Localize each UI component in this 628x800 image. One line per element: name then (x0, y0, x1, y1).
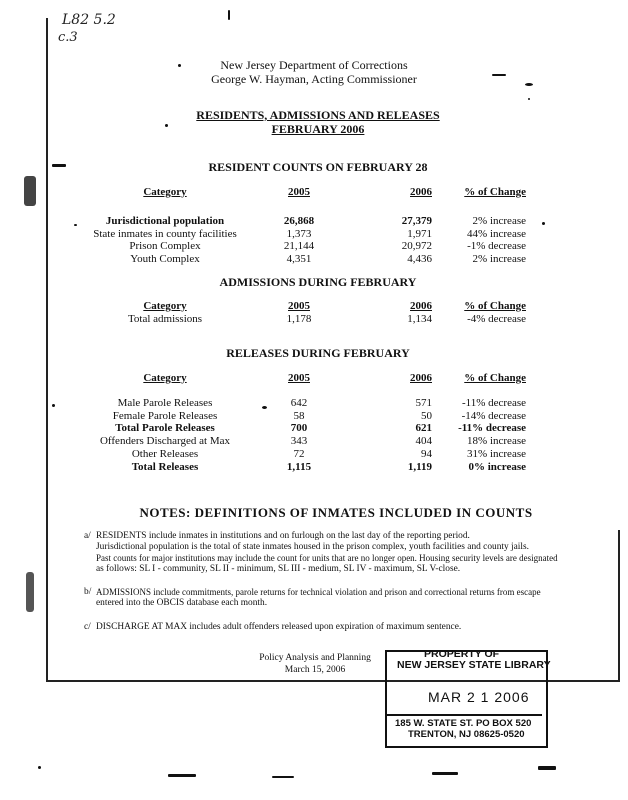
table-row (90, 448, 526, 461)
row-change: 2% increase (472, 253, 526, 266)
table-row (90, 228, 526, 241)
row-2005-value: 4,351 (286, 253, 312, 266)
spacer-row (90, 385, 526, 397)
row-2005-value: 1,178 (286, 312, 312, 325)
scan-speck (165, 124, 168, 127)
row-category: Other Releases (131, 447, 199, 460)
row-change: 2% increase (472, 214, 526, 227)
column-header-category: Category (143, 186, 187, 198)
row-2006-value: 4,436 (407, 253, 432, 266)
stamp-address-line1: 185 W. STATE ST. PO BOX 520 (395, 718, 532, 729)
scan-speck (52, 404, 55, 407)
report-period: FEBRUARY 2006 (271, 122, 365, 136)
column-header-change: % of Change (464, 300, 526, 312)
column-header-category: Category (143, 372, 187, 384)
row-category: Female Parole Releases (112, 409, 218, 422)
row-2006-value: 571 (415, 396, 432, 409)
row-2006-value: 94 (421, 447, 432, 460)
row-2006-value: 1,134 (407, 312, 432, 325)
row-2006-value: 27,379 (401, 214, 432, 227)
table-row (90, 435, 526, 448)
row-change: -14% decrease (461, 409, 526, 422)
row-2006-value: 50 (421, 409, 432, 422)
notes-title: NOTES: DEFINITIONS OF INMATES INCLUDED IN COUNTS (139, 505, 533, 520)
row-2005-value: 58 (293, 409, 305, 422)
row-category: State inmates in county facilities (93, 227, 237, 240)
row-2005-value: 1,115 (286, 460, 312, 473)
note-a-line: Past counts for major institutions may include the count for units that are no longer open. Housing security levels are designated (96, 553, 558, 563)
column-header-2006: 2006 (410, 372, 432, 384)
row-change: 0% increase (468, 460, 526, 473)
scan-speck (38, 766, 41, 769)
stamp-library-name: NEW JERSEY STATE LIBRARY (397, 659, 551, 671)
column-header-2005: 2005 (288, 300, 310, 312)
row-2006-value: 1,119 (407, 460, 432, 473)
report-title: RESIDENTS, ADMISSIONS AND RELEASES (196, 108, 440, 122)
scan-speck (538, 766, 556, 770)
row-change: -1% decrease (467, 240, 526, 253)
row-change: -11% decrease (458, 422, 526, 435)
scan-speck (262, 406, 267, 409)
row-category: Offenders Discharged at Max (99, 435, 231, 448)
row-change: 44% increase (467, 227, 526, 240)
agency-name: New Jersey Department of Corrections (220, 58, 408, 72)
resident-counts-heading: RESIDENT COUNTS ON FEBRUARY 28 (208, 160, 428, 174)
footer-attribution (256, 652, 374, 676)
column-header-2005: 2005 (288, 372, 310, 384)
note-b-line: entered into the OBCIS database each month. (96, 598, 268, 608)
table-row (90, 410, 526, 423)
releases-heading: RELEASES DURING FEBRUARY (226, 346, 410, 360)
row-category: Total Parole Releases (115, 422, 215, 435)
column-header-2005: 2005 (288, 186, 310, 198)
scan-speck (492, 74, 506, 76)
row-2005-value: 26,868 (283, 214, 315, 227)
table-header-row (90, 300, 526, 313)
row-2005-value: 343 (290, 435, 308, 448)
scan-speck (525, 83, 533, 86)
row-change: 31% increase (467, 447, 526, 460)
scan-speck (542, 222, 545, 225)
row-2005-value: 72 (293, 447, 305, 460)
column-header-2006: 2006 (410, 186, 432, 198)
row-2005-value: 1,373 (286, 227, 312, 240)
row-2006-value: 404 (415, 435, 432, 448)
table-row (90, 397, 526, 410)
row-2006-value: 1,971 (407, 227, 432, 240)
table-row (90, 422, 526, 435)
row-2006-value: 20,972 (401, 240, 432, 253)
releases-table (90, 372, 526, 474)
note-c-label: c/ (84, 622, 91, 632)
row-2005-value: 642 (290, 396, 308, 409)
handwritten-call-number: L82 5.2 (62, 12, 116, 28)
admissions-table (90, 300, 526, 326)
table-row (90, 240, 526, 253)
table-header-row (90, 186, 526, 199)
column-header-change: % of Change (464, 186, 526, 198)
footer-office: Policy Analysis and Planning (259, 653, 371, 663)
column-header-change: % of Change (464, 372, 526, 384)
stamp-address-line2: TRENTON, NJ 08625-0520 (408, 729, 525, 740)
scan-speck (74, 224, 77, 226)
column-header-category: Category (143, 300, 187, 312)
scan-speck (52, 164, 66, 167)
table-row (90, 253, 526, 266)
row-2005-value: 21,144 (283, 240, 315, 253)
row-category: Prison Complex (129, 240, 201, 253)
row-change: -11% decrease (461, 396, 526, 409)
row-category: Total Releases (131, 460, 199, 473)
row-category: Male Parole Releases (117, 396, 213, 409)
note-a-label: a/ (84, 531, 91, 541)
spacer-row (90, 199, 526, 215)
scan-speck (228, 10, 230, 20)
note-c (84, 622, 462, 633)
scan-speck (432, 772, 458, 775)
scan-speck (272, 776, 294, 778)
table-header-row (90, 372, 526, 385)
note-a-line: as follows: SL I - community, SL II - minimum, SL III - medium, SL IV - maximum, SL V-close. (96, 564, 461, 574)
row-category: Youth Complex (130, 253, 200, 266)
stamp-property-label: PROPERTY OF (424, 648, 500, 660)
row-category: Jurisdictional population (105, 214, 225, 227)
resident-counts-table (90, 186, 526, 266)
scan-speck (168, 774, 196, 777)
handwritten-copy-number: c.3 (58, 30, 78, 45)
row-2005-value: 700 (290, 422, 308, 435)
page-frame-right (618, 530, 620, 680)
table-row (90, 215, 526, 228)
table-row (90, 461, 526, 474)
commissioner-name: George W. Hayman, Acting Commissioner (211, 72, 417, 86)
note-b-label: b/ (84, 587, 92, 597)
stamp-divider (387, 714, 542, 716)
row-change: 18% increase (467, 435, 526, 448)
note-a-line: Jurisdictional population is the total of state inmates housed in the prison complex, youth facilities and county jails. (96, 542, 529, 552)
footer-date: March 15, 2006 (284, 665, 346, 675)
scan-speck (26, 572, 34, 612)
admissions-heading: ADMISSIONS DURING FEBRUARY (219, 275, 417, 289)
scan-speck (528, 98, 530, 100)
note-a (84, 531, 558, 575)
row-category: Total admissions (127, 312, 203, 325)
table-row (90, 313, 526, 326)
note-c-line: DISCHARGE AT MAX includes adult offenders released upon expiration of maximum sentence. (96, 622, 462, 632)
scan-speck (178, 64, 181, 67)
column-header-2006: 2006 (410, 300, 432, 312)
row-2006-value: 621 (415, 422, 432, 435)
note-b (84, 587, 541, 609)
stamp-received-date: MAR 2 1 2006 (428, 689, 530, 705)
note-b-line: ADMISSIONS include commitments, parole returns for technical violation and prison and correctional returns from escape (96, 587, 541, 597)
note-a-line: RESIDENTS include inmates in institutions and on furlough on the last day of the reporting period. (96, 531, 470, 541)
row-change: -4% decrease (467, 312, 526, 325)
scan-speck (24, 176, 36, 206)
